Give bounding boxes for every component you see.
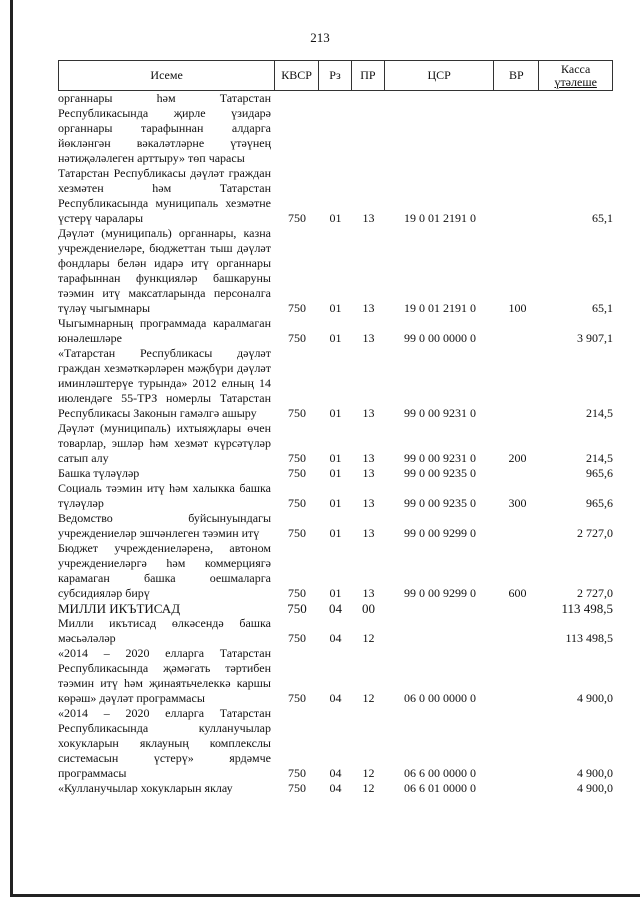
header-kassa-line2: үтәлеше [554, 74, 597, 89]
cell-pr: 13 [362, 496, 375, 510]
cell-kvsr: 750 [288, 301, 306, 315]
cell-kvsr: 750 [288, 406, 306, 420]
cell-csr: 99 0 00 9235 0 [404, 496, 476, 510]
cell-name: Ведомство буйсынуындагы учреждениеләр эшчәнлеген тәэмин итү [58, 511, 271, 540]
table-header [58, 60, 613, 91]
cell-csr: 99 0 00 9231 0 [404, 406, 476, 420]
cell-kassa: 65,1 [592, 301, 613, 315]
cell-name: «Кулланучылар хокукларын яклау [58, 781, 233, 795]
cell-kvsr: 750 [288, 331, 306, 345]
cell-kassa: 4 900,0 [577, 781, 613, 795]
left-border-line [10, 0, 13, 895]
cell-rz: 04 [329, 601, 342, 616]
cell-csr: 06 0 00 0000 0 [404, 691, 476, 705]
cell-rz: 01 [329, 211, 342, 225]
cell-csr: 99 0 00 9299 0 [404, 526, 476, 540]
cell-pr: 13 [362, 331, 375, 345]
cell-csr: 19 0 01 2191 0 [404, 211, 476, 225]
cell-kvsr: 750 [288, 451, 306, 465]
cell-pr: 13 [362, 586, 375, 600]
table-row [58, 421, 613, 466]
cell-name: Татарстан Республикасы дәүләт граждан хезмәтен һәм Татарстан Республикасында муниципаль хезмәтне үстерү чаралары [58, 166, 271, 225]
cell-name: Дәүләт (муниципаль) ихтыяҗлары өчен товарлар, эшләр һәм хезмәт күрсәтүләр сатып алу [58, 421, 271, 465]
cell-pr: 13 [362, 466, 375, 480]
cell-kvsr: 750 [288, 526, 306, 540]
table-row [58, 511, 613, 541]
cell-csr: 06 6 00 0000 0 [404, 766, 476, 780]
cell-kassa: 3 907,1 [577, 331, 613, 345]
cell-kassa: 113 498,5 [561, 601, 613, 616]
cell-rz: 01 [329, 406, 342, 420]
cell-kvsr: 750 [288, 766, 306, 780]
header-kvsr: КВСР [275, 61, 319, 90]
table-row [58, 91, 613, 166]
cell-name: «2014 – 2020 елларга Татарстан Республикасында җәмәгать тәртибен тәэмин итү һәм җинаятьчелеккә каршы көрәш» дәүләт программасы [58, 646, 271, 705]
cell-csr: 19 0 01 2191 0 [404, 301, 476, 315]
cell-pr: 12 [362, 691, 375, 705]
cell-rz: 04 [329, 766, 342, 780]
cell-kassa: 65,1 [592, 211, 613, 225]
cell-rz: 01 [329, 451, 342, 465]
cell-vr: 200 [508, 451, 527, 465]
cell-rz: 01 [329, 586, 342, 600]
cell-kvsr: 750 [287, 601, 307, 616]
cell-kassa: 214,5 [586, 406, 613, 420]
cell-vr: 600 [508, 586, 527, 600]
cell-kvsr: 750 [288, 496, 306, 510]
table-body [58, 91, 613, 796]
bottom-border-line [10, 894, 640, 897]
cell-name: МИЛЛИ ИКЪТИСАД [58, 601, 181, 616]
cell-kassa: 214,5 [586, 451, 613, 465]
cell-name: «Татарстан Республикасы дәүләт граждан хезмәткәрләрен мәҗбүри дәүләт иминләштерүе турында» 2012 елның 14 июлендәге 55-ТРЗ номерлы Татарстан Республикасы Законын гамәлгә ашыру [58, 346, 271, 420]
table-row [58, 616, 613, 646]
cell-kvsr: 750 [288, 586, 306, 600]
header-vr: ВР [494, 61, 539, 90]
cell-vr: 300 [508, 496, 527, 510]
table-row [58, 466, 613, 481]
table-row [58, 706, 613, 781]
table-row [58, 226, 613, 316]
cell-kvsr: 750 [288, 466, 306, 480]
cell-pr: 12 [362, 781, 375, 795]
cell-name: Башка түләүләр [58, 466, 140, 480]
cell-kassa: 4 900,0 [577, 691, 613, 705]
cell-rz: 04 [329, 781, 342, 795]
cell-pr: 00 [362, 601, 375, 616]
cell-kvsr: 750 [288, 691, 306, 705]
table-row [58, 346, 613, 421]
header-pr: ПР [352, 61, 385, 90]
cell-name: органнары һәм Татарстан Республикасында җирле үзидарә органнары тарафыннан алдарга йөкләнгән вәкаләтләрне үтәүнең нәтиҗәләлеген арттыру» төп чарасы [58, 91, 271, 165]
cell-vr: 100 [508, 301, 527, 315]
cell-kassa: 2 727,0 [577, 526, 613, 540]
cell-pr: 13 [362, 406, 375, 420]
cell-name: Чыгымнарның программада каралмаган юнәлешләре [58, 316, 271, 345]
table-row [58, 646, 613, 706]
cell-pr: 13 [362, 451, 375, 465]
cell-rz: 01 [329, 496, 342, 510]
cell-kvsr: 750 [288, 631, 306, 645]
cell-name: Милли икътисад өлкәсендә башка мәсьәләләр [58, 616, 271, 645]
cell-kassa: 4 900,0 [577, 766, 613, 780]
cell-pr: 13 [362, 211, 375, 225]
header-rz: Рз [319, 61, 352, 90]
cell-pr: 12 [362, 766, 375, 780]
cell-name: Социаль тәэмин итү һәм халыкка башка түләүләр [58, 481, 271, 510]
cell-csr: 99 0 00 9299 0 [404, 586, 476, 600]
table-row [58, 166, 613, 226]
cell-kassa: 113 498,5 [565, 631, 613, 645]
cell-rz: 01 [329, 526, 342, 540]
cell-kassa: 965,6 [586, 496, 613, 510]
cell-name: Дәүләт (муниципаль) органнары, казна учреждениеләре, бюджеттан тыш дәүләт фондлары белән идарә итү органнары тарафыннан функцияләр башкаруны тәэмин итү максатларында персоналга түләү чыгымнары [58, 226, 271, 315]
cell-csr: 99 0 00 9231 0 [404, 451, 476, 465]
cell-csr: 99 0 00 0000 0 [404, 331, 476, 345]
header-kassa [539, 61, 612, 90]
table-row [58, 781, 613, 796]
cell-pr: 13 [362, 301, 375, 315]
cell-kassa: 2 727,0 [577, 586, 613, 600]
cell-pr: 13 [362, 526, 375, 540]
table-row [58, 316, 613, 346]
cell-rz: 01 [329, 301, 342, 315]
cell-name: «2014 – 2020 елларга Татарстан Республикасында кулланучылар хокукларын яклауның комплекслы системасын үстерү» ярдәмче программасы [58, 706, 271, 780]
header-kassa-line1: Касса [561, 61, 591, 76]
budget-table [58, 60, 613, 796]
cell-kvsr: 750 [288, 781, 306, 795]
cell-csr: 06 6 01 0000 0 [404, 781, 476, 795]
cell-kvsr: 750 [288, 211, 306, 225]
table-row [58, 481, 613, 511]
table-row [58, 601, 613, 616]
cell-kassa: 965,6 [586, 466, 613, 480]
cell-pr: 12 [362, 631, 375, 645]
cell-name: Бюджет учреждениеләренә, автоном учреждениеләргә һәм коммерциягә карамаган башка оешмаларга субсидияләр бирү [58, 541, 271, 600]
table-row [58, 541, 613, 601]
header-name: Исеме [59, 61, 275, 90]
cell-rz: 01 [329, 466, 342, 480]
cell-rz: 04 [329, 631, 342, 645]
header-csr: ЦСР [385, 61, 495, 90]
cell-rz: 01 [329, 331, 342, 345]
cell-rz: 04 [329, 691, 342, 705]
page-number: 213 [310, 30, 330, 45]
cell-csr: 99 0 00 9235 0 [404, 466, 476, 480]
